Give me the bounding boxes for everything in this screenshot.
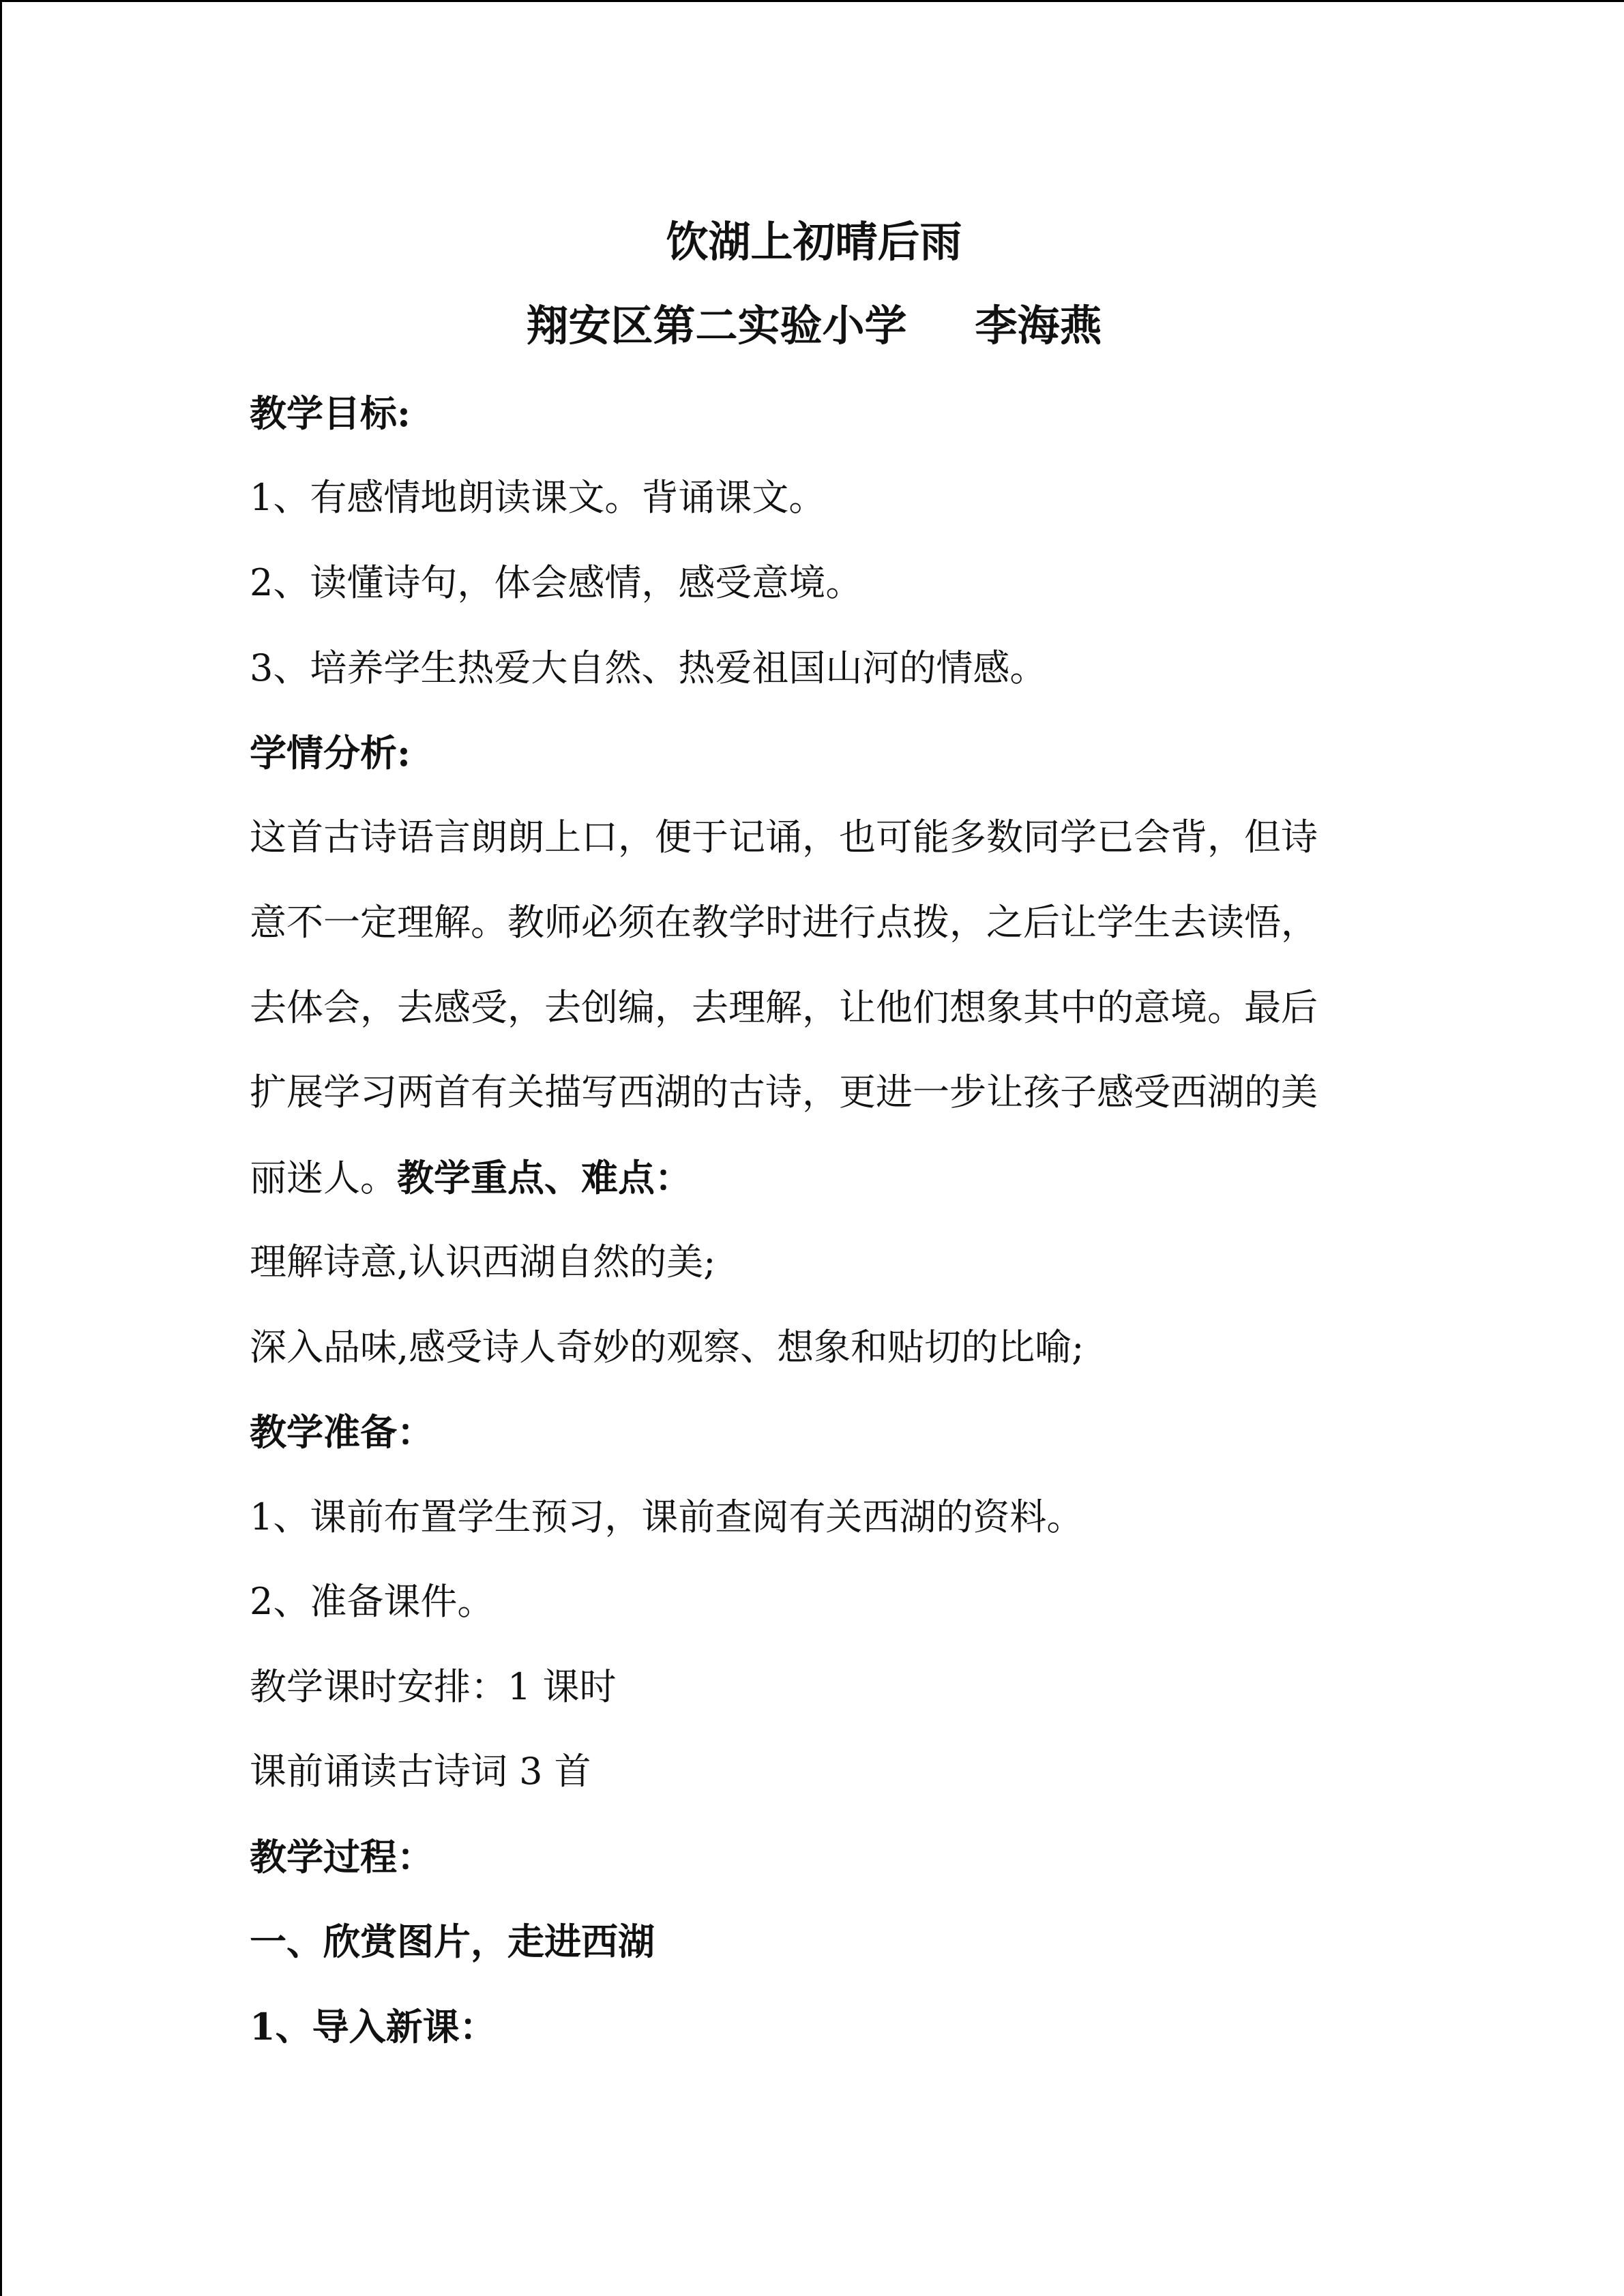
pre-reading-line: 课前诵读古诗词 3 首 bbox=[250, 1750, 591, 1793]
analysis-last-text: 丽迷人。 bbox=[250, 1157, 397, 1199]
author-school: 翔安区第二实验小学 bbox=[526, 301, 907, 351]
document-title: 饮湖上初晴后雨 bbox=[666, 217, 962, 267]
analysis-line-5 bbox=[250, 1154, 692, 1202]
goal-item-2: 2、读懂诗句，体会感情，感受意境。 bbox=[250, 561, 863, 604]
goal-item-3: 3、培养学生热爱大自然、热爱祖国山河的情感。 bbox=[250, 646, 1047, 689]
process-heading: 教学过程： bbox=[250, 1835, 434, 1879]
preparation-item-1: 1、课前布置学生预习，课前查阅有关西湖的资料。 bbox=[250, 1495, 1084, 1538]
preparation-heading: 教学准备： bbox=[250, 1410, 434, 1454]
analysis-line-1: 这首古诗语言朗朗上口，便于记诵，也可能多数同学已会背，但诗 bbox=[250, 816, 1318, 859]
author-name: 李海燕 bbox=[975, 301, 1102, 351]
process-section-1: 一、欣赏图片，走进西湖 bbox=[250, 1920, 655, 1963]
analysis-heading: 学情分析: bbox=[250, 731, 411, 775]
preparation-item-2: 2、准备课件。 bbox=[250, 1580, 494, 1623]
key-points-heading: 教学重点、难点： bbox=[397, 1156, 692, 1199]
goal-item-1: 1、有感情地朗读课文。背诵课文。 bbox=[250, 476, 826, 519]
analysis-line-4: 扩展学习两首有关描写西湖的古诗，更进一步让孩子感受西湖的美 bbox=[250, 1071, 1318, 1114]
analysis-line-2: 意不一定理解。教师必须在教学时进行点拨，之后让学生去读悟， bbox=[250, 901, 1318, 944]
key-point-item-1: 理解诗意,认识西湖自然的美; bbox=[250, 1240, 716, 1283]
process-step-1: 1、导入新课： bbox=[250, 2005, 497, 2048]
key-point-item-2: 深入品味,感受诗人奇妙的观察、想象和贴切的比喻; bbox=[250, 1326, 1084, 1369]
analysis-line-3: 去体会，去感受，去创编，去理解，让他们想象其中的意境。最后 bbox=[250, 986, 1318, 1029]
author-line bbox=[2, 302, 1624, 350]
schedule-line: 教学课时安排：1 课时 bbox=[250, 1665, 617, 1708]
goals-heading: 教学目标: bbox=[250, 391, 411, 435]
